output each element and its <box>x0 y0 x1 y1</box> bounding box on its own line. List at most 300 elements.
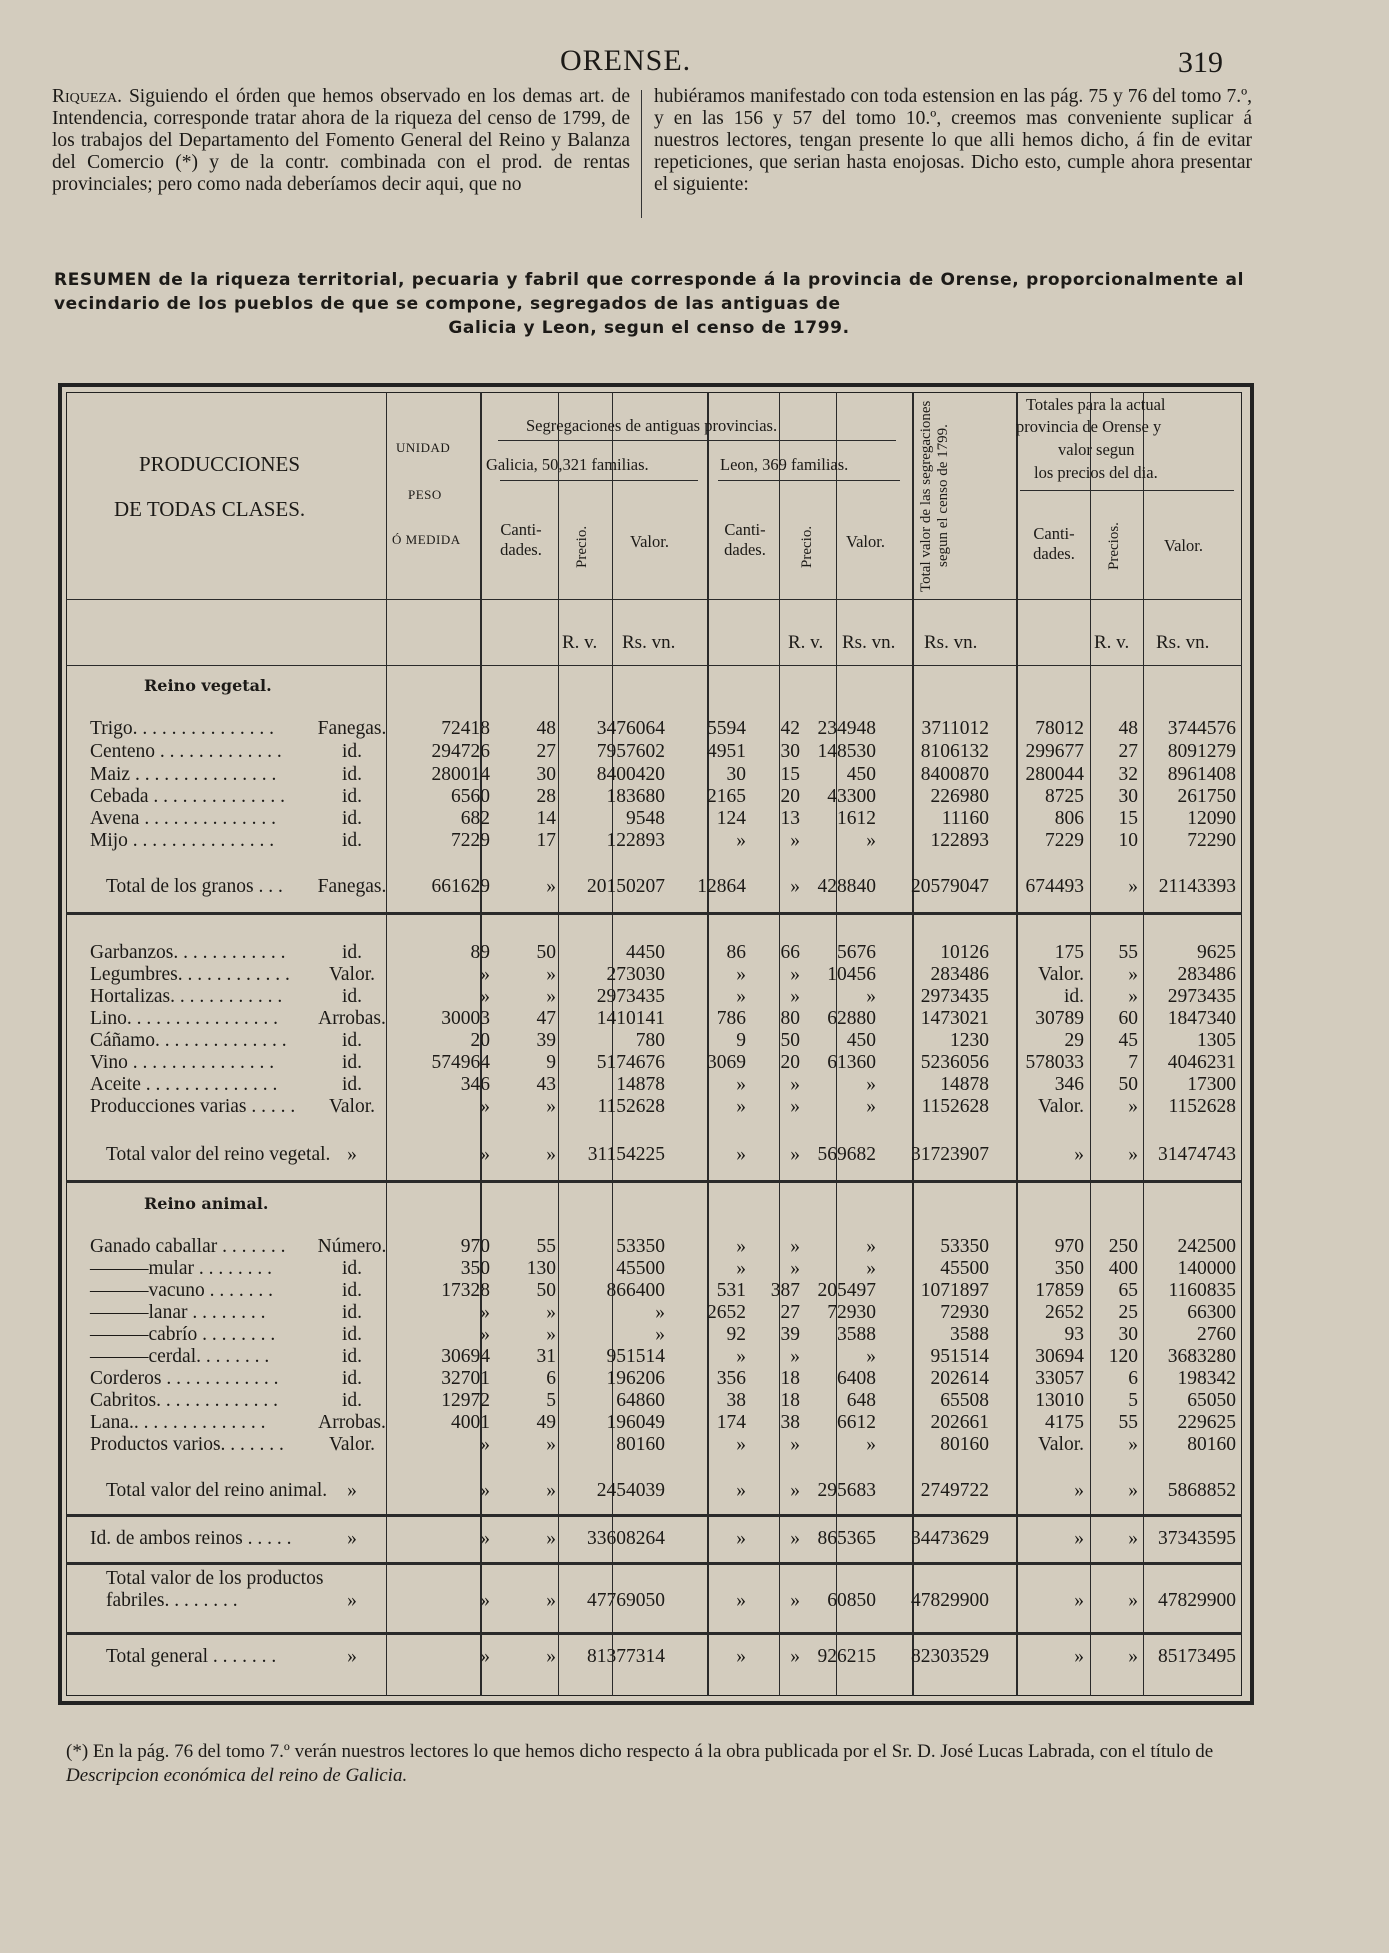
row-name: Cáñamo. . . . . . . . . . . . . . <box>90 1030 287 1051</box>
galicia-precio: 55 <box>536 1236 556 1257</box>
orense-cantidad: 806 <box>1054 808 1084 829</box>
galicia-cantidad: 970 <box>460 1236 490 1257</box>
orense-cantidad: Valor. <box>1037 1096 1084 1117</box>
unit-rv: R. v. <box>788 632 824 653</box>
row-name: Hortalizas. . . . . . . . . . . . <box>90 986 283 1007</box>
galicia-precio: 47 <box>536 1008 556 1029</box>
row-name: Lana.. . . . . . . . . . . . . . <box>90 1412 266 1433</box>
total-segregaciones: 2973435 <box>920 986 989 1007</box>
orense-precio: 45 <box>1118 1030 1138 1051</box>
leon-valor: 148530 <box>817 741 876 762</box>
row-name: Total valor del reino animal. <box>106 1480 328 1501</box>
leon-valor: » <box>866 1096 876 1117</box>
header-totales-4: los precios del dia. <box>1034 463 1158 482</box>
total-rule <box>66 1514 1242 1517</box>
column-divider <box>641 90 642 218</box>
table-row <box>66 1280 1242 1302</box>
leon-cantidad: » <box>736 1144 746 1165</box>
row-name: Maiz . . . . . . . . . . . . . . . <box>90 764 277 785</box>
table-row <box>66 1480 1242 1502</box>
galicia-valor: 81377314 <box>587 1646 665 1667</box>
leon-cantidad: 92 <box>726 1324 746 1345</box>
galicia-cantidad: 661629 <box>431 876 490 897</box>
total-segregaciones: 47829900 <box>911 1590 989 1611</box>
row-unit: id. <box>341 1390 363 1411</box>
intro-right-text: hubiéramos manifestado con toda estension en las pág. 75 y 76 del tomo 7.º, y en las 156 y 57 del tomo 10.º, creemos mas conveniente suplicar á nuestros lectores, tengan presente lo que alli hemos dicho, á fin de evitar repeticiones, que serian hasta enojosas. Dicho esto, cumple ahora presentar el siguiente: <box>654 86 1252 195</box>
row-unit: id. <box>341 741 363 762</box>
orense-cantidad: » <box>1074 1590 1084 1611</box>
leon-cantidad: » <box>736 1074 746 1095</box>
leon-precio: 15 <box>780 764 800 785</box>
orense-valor: 1847340 <box>1167 1008 1236 1029</box>
orense-precio: 400 <box>1108 1258 1138 1279</box>
leon-valor: 6408 <box>837 1368 876 1389</box>
table-row <box>66 1074 1242 1096</box>
table-row <box>66 1324 1242 1346</box>
galicia-cantidad: » <box>480 986 490 1007</box>
leon-valor: » <box>866 1346 876 1367</box>
unit-rsvn: Rs. vn. <box>1156 632 1210 653</box>
galicia-valor: 1410141 <box>596 1008 665 1029</box>
header-galicia: Galicia, 50,321 familias. <box>486 455 649 474</box>
table-row <box>66 1008 1242 1030</box>
orense-precio: » <box>1128 876 1138 897</box>
header-galicia-valor: Valor. <box>630 532 669 551</box>
row-name: Garbanzos. . . . . . . . . . . . <box>90 942 286 963</box>
galicia-valor: 8400420 <box>596 764 665 785</box>
row-name: ———cabrío . . . . . . . . <box>90 1324 276 1345</box>
orense-precio: 32 <box>1118 764 1138 785</box>
leon-valor: » <box>866 1074 876 1095</box>
galicia-precio: 49 <box>536 1412 556 1433</box>
orense-cantidad: » <box>1074 1144 1084 1165</box>
orense-cantidad: 280044 <box>1025 764 1084 785</box>
header-peso: PESO <box>408 487 442 502</box>
leon-cantidad: 12864 <box>697 876 746 897</box>
galicia-precio: » <box>546 1434 556 1455</box>
orense-cantidad: 7229 <box>1045 830 1084 851</box>
galicia-valor: 31154225 <box>587 1144 665 1165</box>
leon-cantidad: » <box>736 1480 746 1501</box>
total-segregaciones: 31723907 <box>911 1144 989 1165</box>
total-segregaciones: 202661 <box>930 1412 989 1433</box>
header-totales-1: Totales para la actual <box>1026 395 1166 414</box>
table-row <box>66 1030 1242 1052</box>
total-segregaciones: 283486 <box>930 964 989 985</box>
orense-valor: 1160835 <box>1168 1280 1236 1301</box>
galicia-valor: 20150207 <box>587 876 665 897</box>
orense-valor: 4046231 <box>1167 1052 1236 1073</box>
leon-precio: 50 <box>780 1030 800 1051</box>
row-name: Productos varios. . . . . . . <box>90 1434 284 1455</box>
orense-valor: 198342 <box>1177 1368 1236 1389</box>
orense-cantidad: 93 <box>1064 1324 1084 1345</box>
orense-precio: » <box>1128 964 1138 985</box>
leon-precio: » <box>790 876 800 897</box>
leon-cantidad: 9 <box>736 1030 746 1051</box>
leon-precio: » <box>790 1646 800 1667</box>
orense-valor: 72290 <box>1187 830 1236 851</box>
orense-cantidad: 350 <box>1054 1258 1084 1279</box>
leon-valor: 60850 <box>827 1590 876 1611</box>
table-row <box>66 808 1242 830</box>
table-row <box>66 986 1242 1008</box>
leon-cantidad: 356 <box>716 1368 746 1389</box>
galicia-precio: » <box>546 1144 556 1165</box>
total-segregaciones: 10126 <box>940 942 989 963</box>
galicia-cantidad: 682 <box>460 808 490 829</box>
leon-cantidad: 4951 <box>707 741 746 762</box>
table-row <box>66 1646 1242 1668</box>
orense-precio: 6 <box>1128 1368 1138 1389</box>
row-unit: Valor. <box>328 1434 376 1455</box>
galicia-precio: 30 <box>536 764 556 785</box>
leon-valor: » <box>866 1258 876 1279</box>
row-unit: » <box>347 1528 357 1549</box>
orense-precio: 48 <box>1118 718 1138 739</box>
table-row <box>66 942 1242 964</box>
section-animal: Reino animal. <box>144 1194 269 1213</box>
galicia-valor: 3476064 <box>596 718 665 739</box>
leon-precio: 27 <box>780 1302 800 1323</box>
galicia-cantidad: 294726 <box>431 741 490 762</box>
total-segregaciones: 65508 <box>940 1390 989 1411</box>
table-row <box>66 1144 1242 1166</box>
row-name: Vino . . . . . . . . . . . . . . . <box>90 1052 275 1073</box>
leon-cantidad: 86 <box>726 942 746 963</box>
row-name: Trigo. . . . . . . . . . . . . . . <box>90 718 275 739</box>
brace-rule <box>1020 490 1234 491</box>
row-unit: Fanegas. <box>317 718 387 739</box>
galicia-valor: 5174676 <box>596 1052 665 1073</box>
total-segregaciones: 3588 <box>950 1324 989 1345</box>
row-unit: » <box>347 1590 357 1611</box>
table-row <box>66 1346 1242 1368</box>
page-number: 319 <box>1178 46 1223 79</box>
galicia-valor: » <box>655 1302 665 1323</box>
row-unit: » <box>347 1646 357 1667</box>
orense-precio: 50 <box>1118 1074 1138 1095</box>
orense-valor: 31474743 <box>1158 1144 1236 1165</box>
brace-rule <box>498 440 896 441</box>
leon-precio: 387 <box>770 1280 800 1301</box>
orense-valor: 85173495 <box>1158 1646 1236 1667</box>
total-segregaciones: 2749722 <box>920 1480 989 1501</box>
orense-valor: 65050 <box>1187 1390 1236 1411</box>
table-heading <box>54 268 1244 340</box>
orense-precio: 65 <box>1118 1280 1138 1301</box>
table-row <box>66 1390 1242 1412</box>
row-name: Cebada . . . . . . . . . . . . . . <box>90 786 285 807</box>
row-name: Ganado caballar . . . . . . . <box>90 1236 286 1257</box>
galicia-cantidad: » <box>480 1480 490 1501</box>
leon-precio: » <box>790 1480 800 1501</box>
row-name: Total de los granos . . . <box>106 876 283 897</box>
galicia-precio: 27 <box>536 741 556 762</box>
total-rule <box>66 912 1242 915</box>
row-unit: id. <box>341 1074 363 1095</box>
row-name: ———vacuno . . . . . . . <box>90 1280 274 1301</box>
orense-precio: 7 <box>1128 1052 1138 1073</box>
leon-precio: » <box>790 1528 800 1549</box>
orense-precio: 27 <box>1118 741 1138 762</box>
galicia-cantidad: » <box>480 1434 490 1455</box>
leon-cantidad: 3069 <box>707 1052 746 1073</box>
orense-cantidad: 33057 <box>1035 1368 1084 1389</box>
galicia-valor: 47769050 <box>587 1590 665 1611</box>
galicia-precio: 130 <box>526 1258 556 1279</box>
leon-valor: 648 <box>846 1390 876 1411</box>
leon-valor: 6612 <box>837 1412 876 1433</box>
galicia-valor: 45500 <box>616 1258 665 1279</box>
row-name: Id. de ambos reinos . . . . . <box>90 1528 292 1549</box>
page-title: ORENSE. <box>560 44 692 77</box>
galicia-precio: 39 <box>536 1030 556 1051</box>
leon-valor: 926215 <box>817 1646 876 1667</box>
leon-precio: 13 <box>780 808 800 829</box>
leon-precio: » <box>790 1096 800 1117</box>
galicia-valor: 14878 <box>616 1074 665 1095</box>
galicia-cantidad: 17328 <box>441 1280 490 1301</box>
leon-cantidad: » <box>736 1590 746 1611</box>
galicia-valor: 33608264 <box>587 1528 665 1549</box>
galicia-cantidad: 6560 <box>451 786 490 807</box>
galicia-valor: 780 <box>635 1030 665 1051</box>
leon-cantidad: 124 <box>716 808 746 829</box>
galicia-precio: » <box>546 1480 556 1501</box>
orense-cantidad: 175 <box>1054 942 1084 963</box>
orense-precio: » <box>1128 1590 1138 1611</box>
galicia-precio: 31 <box>536 1346 556 1367</box>
galicia-valor: 273030 <box>606 964 665 985</box>
orense-valor: 37343595 <box>1158 1528 1236 1549</box>
unit-rsvn: Rs. vn. <box>924 632 978 653</box>
total-segregaciones: 951514 <box>930 1346 989 1367</box>
row-name: Aceite . . . . . . . . . . . . . . <box>90 1074 278 1095</box>
row-name: Producciones varias . . . . . <box>90 1096 296 1117</box>
leon-precio: 20 <box>780 786 800 807</box>
orense-cantidad: 30694 <box>1035 1346 1084 1367</box>
leon-precio: 80 <box>780 1008 800 1029</box>
header-unidad: UNIDAD <box>396 440 451 455</box>
row-unit: Número. <box>317 1236 387 1257</box>
total-segregaciones: 45500 <box>940 1258 989 1279</box>
orense-valor: 3683280 <box>1167 1346 1236 1367</box>
galicia-precio: 50 <box>536 942 556 963</box>
orense-cantidad: id. <box>1063 986 1084 1007</box>
total-segregaciones: 82303529 <box>911 1646 989 1667</box>
orense-valor: 8091279 <box>1167 741 1236 762</box>
leon-precio: 20 <box>780 1052 800 1073</box>
orense-precio: 120 <box>1108 1346 1138 1367</box>
galicia-cantidad: 89 <box>470 942 490 963</box>
orense-valor: 8961408 <box>1167 764 1236 785</box>
galicia-valor: » <box>655 1324 665 1345</box>
section-vegetal: Reino vegetal. <box>144 676 272 695</box>
orense-precio: 25 <box>1118 1302 1138 1323</box>
orense-precio: 60 <box>1118 1008 1138 1029</box>
galicia-precio: 5 <box>546 1390 556 1411</box>
row-name: Total valor de los productos fabriles. . . . . . . . <box>106 1568 324 1611</box>
leon-precio: 66 <box>780 942 800 963</box>
orense-valor: 17300 <box>1187 1074 1236 1095</box>
unit-rsvn: Rs. vn. <box>842 632 896 653</box>
leon-precio: » <box>790 1236 800 1257</box>
orense-valor: 283486 <box>1177 964 1236 985</box>
orense-precio: » <box>1128 1096 1138 1117</box>
galicia-cantidad: 350 <box>460 1258 490 1279</box>
row-name: Total valor del reino vegetal. <box>106 1144 331 1165</box>
galicia-cantidad: 280014 <box>431 764 490 785</box>
table-row <box>66 1434 1242 1456</box>
leon-precio: » <box>790 1258 800 1279</box>
leon-precio: » <box>790 1144 800 1165</box>
footnote <box>66 1740 1256 1788</box>
leon-cantidad: 30 <box>726 764 746 785</box>
row-name: ———mular . . . . . . . . <box>90 1258 272 1279</box>
total-segregaciones: 8106132 <box>920 741 989 762</box>
leon-precio: » <box>790 1074 800 1095</box>
galicia-cantidad: » <box>480 964 490 985</box>
total-segregaciones: 3711012 <box>921 718 989 739</box>
galicia-cantidad: » <box>480 1528 490 1549</box>
unit-rv: R. v. <box>562 632 598 653</box>
intro-lead: Riqueza. <box>52 86 122 107</box>
total-segregaciones: 20579047 <box>911 876 989 897</box>
leon-cantidad: » <box>736 964 746 985</box>
galicia-precio: 50 <box>536 1280 556 1301</box>
leon-valor: 450 <box>846 1030 876 1051</box>
leon-valor: 43300 <box>827 786 876 807</box>
orense-cantidad: 2652 <box>1045 1302 1084 1323</box>
galicia-valor: 2973435 <box>596 986 665 1007</box>
galicia-precio: » <box>546 1646 556 1667</box>
table-row <box>66 764 1242 786</box>
row-unit: id. <box>341 830 363 851</box>
total-segregaciones: 226980 <box>930 786 989 807</box>
galicia-precio: 43 <box>536 1074 556 1095</box>
leon-cantidad: » <box>736 986 746 1007</box>
galicia-cantidad: » <box>480 1324 490 1345</box>
row-unit: Valor. <box>328 1096 376 1117</box>
table-row <box>66 1368 1242 1390</box>
row-unit: id. <box>341 986 363 1007</box>
orense-valor: 5868852 <box>1167 1480 1236 1501</box>
table-row <box>66 1052 1242 1074</box>
orense-cantidad: 578033 <box>1025 1052 1084 1073</box>
orense-valor: 3744576 <box>1167 718 1236 739</box>
row-name: Centeno . . . . . . . . . . . . . <box>90 741 282 762</box>
orense-cantidad: 299677 <box>1025 741 1084 762</box>
orense-valor: 2973435 <box>1167 986 1236 1007</box>
total-segregaciones: 1071897 <box>920 1280 989 1301</box>
header-total-valor: Total valor de las segregaciones segun el censo de 1799. <box>918 400 951 592</box>
leon-valor: 450 <box>846 764 876 785</box>
orense-cantidad: 78012 <box>1035 718 1084 739</box>
orense-cantidad: » <box>1074 1480 1084 1501</box>
leon-cantidad: 786 <box>716 1008 746 1029</box>
row-unit: id. <box>341 1324 363 1345</box>
galicia-cantidad: 574964 <box>431 1052 490 1073</box>
galicia-precio: 17 <box>536 830 556 851</box>
header-todas-clases: DE TODAS CLASES. <box>114 497 306 521</box>
leon-precio: » <box>790 986 800 1007</box>
total-rule <box>66 1562 1242 1565</box>
leon-precio: » <box>790 1590 800 1611</box>
leon-cantidad: » <box>736 1258 746 1279</box>
galicia-cantidad: » <box>480 1144 490 1165</box>
galicia-precio: » <box>546 964 556 985</box>
row-unit: id. <box>341 1258 363 1279</box>
table-row <box>66 1568 1242 1612</box>
leon-precio: » <box>790 1434 800 1455</box>
table-row <box>66 1528 1242 1550</box>
header-producciones: PRODUCCIONES <box>139 452 301 476</box>
orense-precio: 55 <box>1118 942 1138 963</box>
unit-rv: R. v. <box>1094 632 1130 653</box>
header-rule <box>66 599 1242 600</box>
galicia-valor: 196206 <box>606 1368 665 1389</box>
leon-valor: 234948 <box>817 718 876 739</box>
galicia-valor: 64860 <box>616 1390 665 1411</box>
heading-line-2: Galicia y Leon, segun el censo de 1799. <box>448 318 850 338</box>
row-name: ———lanar . . . . . . . . <box>90 1302 266 1323</box>
header-totales-2: provincia de Orense y <box>1016 417 1162 436</box>
leon-cantidad: » <box>736 1236 746 1257</box>
leon-cantidad: 5594 <box>707 718 746 739</box>
orense-cantidad: 17859 <box>1035 1280 1084 1301</box>
leon-valor: 295683 <box>817 1480 876 1501</box>
galicia-precio: 48 <box>536 718 556 739</box>
leon-precio: » <box>790 830 800 851</box>
total-segregaciones: 1152628 <box>921 1096 989 1117</box>
orense-precio: 10 <box>1118 830 1138 851</box>
leon-precio: 38 <box>780 1412 800 1433</box>
orense-cantidad: » <box>1074 1646 1084 1667</box>
unit-rsvn: Rs. vn. <box>622 632 676 653</box>
orense-precio: » <box>1128 1480 1138 1501</box>
row-unit: Arrobas. <box>318 1008 386 1029</box>
leon-valor: 72930 <box>827 1302 876 1323</box>
galicia-cantidad: 30694 <box>441 1346 490 1367</box>
orense-cantidad: 346 <box>1054 1074 1084 1095</box>
orense-cantidad: 8725 <box>1045 786 1084 807</box>
galicia-valor: 7957602 <box>596 741 665 762</box>
galicia-cantidad: 12972 <box>441 1390 490 1411</box>
table-row <box>66 876 1242 898</box>
orense-valor: 21143393 <box>1158 876 1236 897</box>
galicia-precio: » <box>546 1096 556 1117</box>
leon-cantidad: 2652 <box>707 1302 746 1323</box>
galicia-precio: » <box>546 986 556 1007</box>
galicia-valor: 866400 <box>606 1280 665 1301</box>
orense-precio: 30 <box>1118 786 1138 807</box>
row-unit: id. <box>341 764 363 785</box>
leon-cantidad: 38 <box>726 1390 746 1411</box>
galicia-cantidad: 4001 <box>451 1412 490 1433</box>
galicia-valor: 2454039 <box>596 1480 665 1501</box>
leon-valor: 1612 <box>837 808 876 829</box>
orense-valor: 12090 <box>1187 808 1236 829</box>
total-rule <box>66 1180 1242 1183</box>
galicia-precio: 9 <box>546 1052 556 1073</box>
row-unit: id. <box>341 786 363 807</box>
header-leon-valor: Valor. <box>846 532 885 551</box>
header-orense-precios: Precios. <box>1106 522 1122 570</box>
header-galicia-cantidades: Canti-dades. <box>500 520 542 559</box>
footnote-title: Descripcion económica del reino de Galicia. <box>66 1765 408 1786</box>
orense-valor: 229625 <box>1177 1412 1236 1433</box>
